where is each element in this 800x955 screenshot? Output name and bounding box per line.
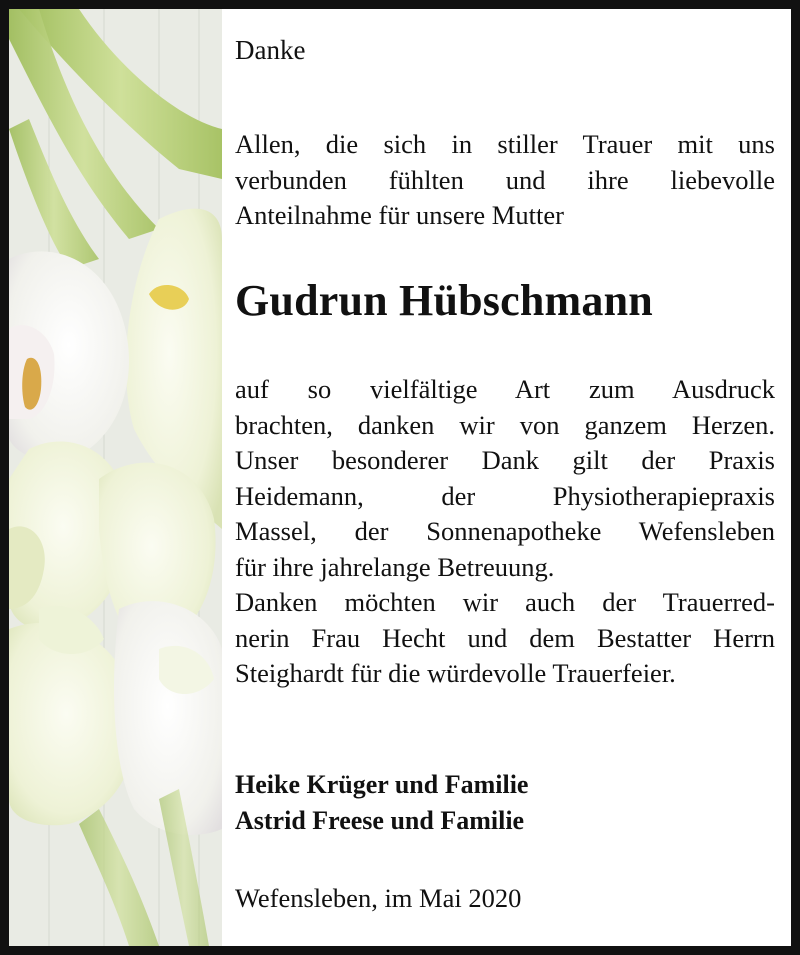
deceased-name: Gudrun Hübschmann xyxy=(235,276,653,325)
calla-lily-icon xyxy=(9,9,222,946)
body-line: Massel, der Sonnenapotheke Wefensleben xyxy=(235,516,775,546)
body-line: für ihre jahrelange Betreuung. xyxy=(235,551,555,582)
intro-paragraph xyxy=(235,127,775,234)
notice-heading: Danke xyxy=(235,35,306,65)
body-line: Danken möchten wir auch der Trauerred- xyxy=(235,587,775,617)
place-date: Wefensleben, im Mai 2020 xyxy=(235,883,522,913)
intro-line: Anteilnahme für unsere Mutter xyxy=(235,200,564,230)
signature-line: Heike Krüger und Familie xyxy=(235,770,529,799)
signature-line: Astrid Freese und Familie xyxy=(235,806,525,835)
body-line: auf so vielfältige Art zum Ausdruck xyxy=(235,374,775,404)
thanks-paragraph xyxy=(235,372,775,692)
body-line: Heidemann, der Physiotherapiepraxis xyxy=(235,480,775,511)
calla-lily-bouquet-image xyxy=(9,9,222,946)
intro-line: Allen, die sich in stiller Trauer mit uns xyxy=(235,129,775,159)
body-line: nerin Frau Hecht und dem Bestatter Herrn xyxy=(235,622,775,653)
intro-line: verbunden fühlten und ihre liebevolle xyxy=(235,164,775,195)
body-line: Unser besonderer Dank gilt der Praxis xyxy=(235,445,775,475)
body-line: brachten, danken wir von ganzem Herzen. xyxy=(235,409,775,440)
signatures xyxy=(235,767,528,839)
body-line: Steighardt für die würdevolle Trauerfeier. xyxy=(235,658,676,688)
